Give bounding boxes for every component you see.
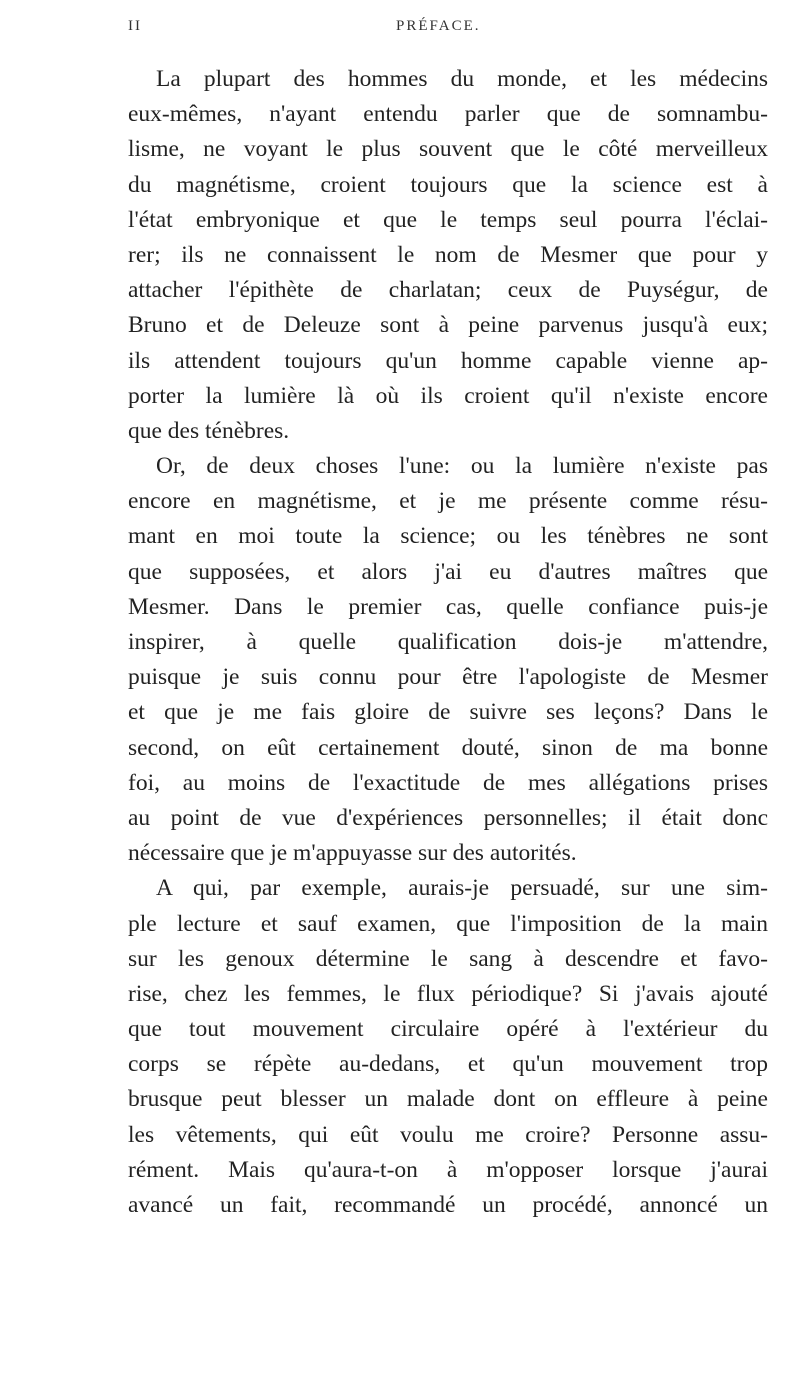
text-line: Bruno et de Deleuze sont à peine parvenus jusqu'à eux; xyxy=(128,312,768,339)
body-text xyxy=(128,62,768,1223)
text-line: que supposées, et alors j'ai eu d'autres maîtres que xyxy=(128,558,768,585)
text-line: attacher l'épithète de charlatan; ceux de Puységur, de xyxy=(128,277,768,304)
text-line: eux-mêmes, n'ayant entendu parler que de somnambu- xyxy=(128,101,768,128)
text-line: au point de vue d'expériences personnelles; il était donc xyxy=(128,804,768,831)
page-number: II xyxy=(128,18,142,34)
text-line: puisque je suis connu pour être l'apologiste de Mesmer xyxy=(128,664,768,691)
text-line: rément. Mais qu'aura-t-on à m'opposer lorsque j'aurai xyxy=(128,1156,768,1183)
text-line: encore en magnétisme, et je me présente comme résu- xyxy=(128,488,768,515)
text-line: rer; ils ne connaissent le nom de Mesmer que pour y xyxy=(128,241,768,268)
text-line: inspirer, à quelle qualification dois-je m'attendre, xyxy=(128,629,768,655)
text-line: l'état embryonique et que le temps seul pourra l'éclai- xyxy=(128,206,768,233)
text-line: Or, de deux choses l'une: ou la lumière n'existe pas xyxy=(156,453,768,480)
text-line: et que je me fais gloire de suivre ses leçons? Dans le xyxy=(128,699,768,726)
text-line: La plupart des hommes du monde, et les médecins xyxy=(156,66,768,92)
text-line: corps se répète au-dedans, et qu'un mouvement trop xyxy=(128,1051,768,1078)
text-line: du magnétisme, croient toujours que la science est à xyxy=(128,171,768,198)
running-title: PRÉFACE. xyxy=(396,18,481,34)
text-line: porter la lumière là où ils croient qu'il n'existe encore xyxy=(128,382,768,409)
text-line: rise, chez les femmes, le flux périodique? Si j'avais ajouté xyxy=(128,980,768,1007)
text-line: que tout mouvement circulaire opéré à l'extérieur du xyxy=(128,1016,768,1043)
text-line: brusque peut blesser un malade dont on effleure à peine xyxy=(128,1086,768,1113)
text-line: les vêtements, qui eût voulu me croire? Personne assu- xyxy=(128,1121,768,1148)
running-head xyxy=(128,18,768,42)
text-line: nécessaire que je m'appuyasse sur des autorités. xyxy=(128,840,577,867)
text-line: lisme, ne voyant le plus souvent que le côté merveilleux xyxy=(128,136,768,163)
text-line: foi, au moins de l'exactitude de mes allégations prises xyxy=(128,769,768,796)
text-line: second, on eût certainement douté, sinon de ma bonne xyxy=(128,734,768,761)
text-line: que des ténèbres. xyxy=(128,417,290,444)
text-line: mant en moi toute la science; ou les ténèbres ne sont xyxy=(128,523,768,550)
text-line: Mesmer. Dans le premier cas, quelle confiance puis-je xyxy=(128,593,768,620)
text-line: ple lecture et sauf examen, que l'imposition de la main xyxy=(128,910,768,937)
text-line: sur les genoux détermine le sang à descendre et favo- xyxy=(128,945,768,972)
text-line: ils attendent toujours qu'un homme capable vienne ap- xyxy=(128,347,768,374)
text-line: A qui, par exemple, aurais-je persuadé, sur une sim- xyxy=(156,875,768,902)
text-line: avancé un fait, recommandé un procédé, annoncé un xyxy=(128,1192,768,1218)
